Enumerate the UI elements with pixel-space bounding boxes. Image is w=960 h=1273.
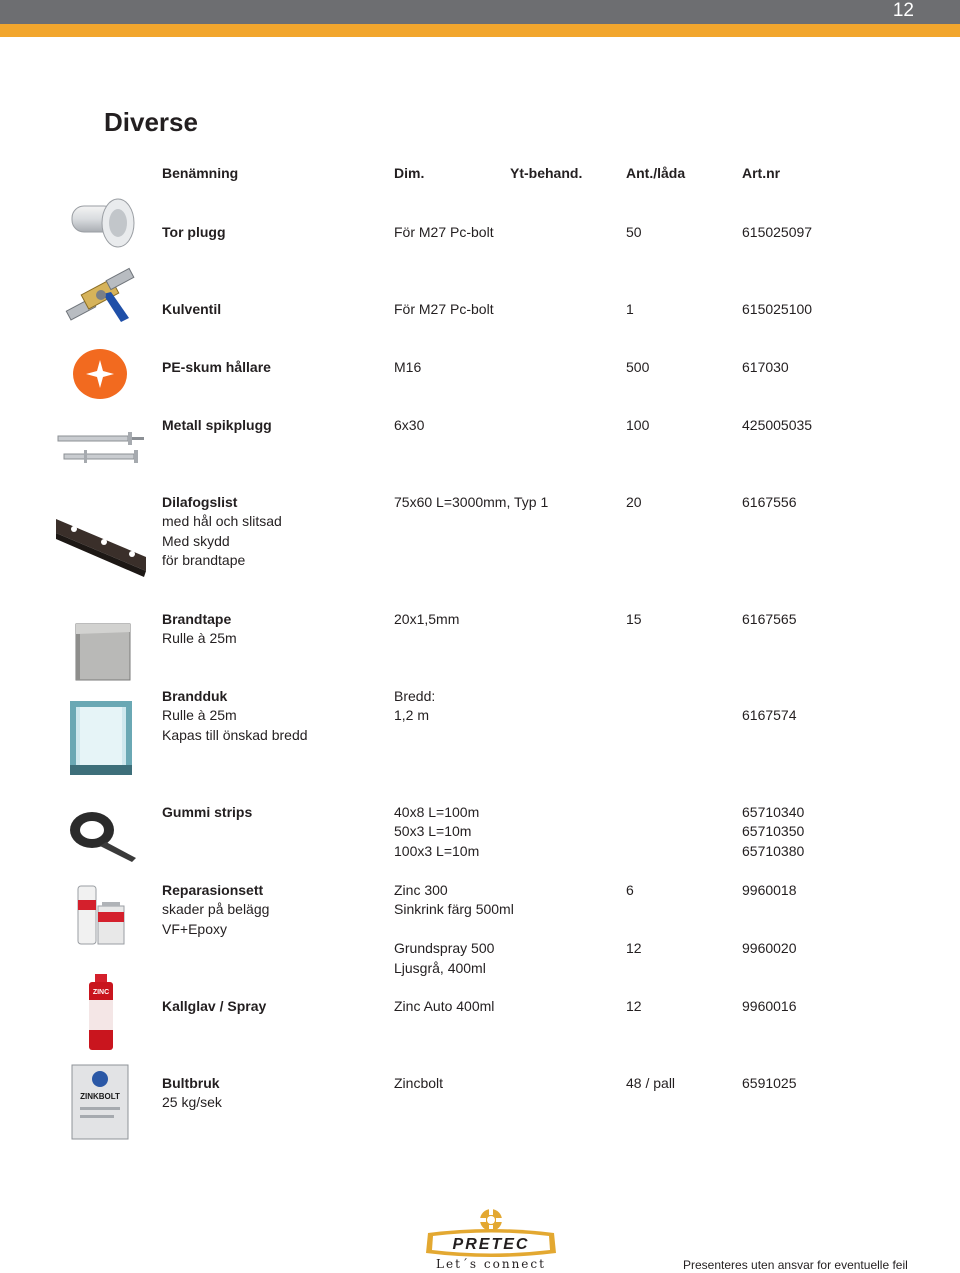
spray-label: ZINC [92, 989, 110, 996]
repair-kit-icon [76, 882, 128, 948]
page-title: Diverse [104, 107, 198, 137]
row-name: Reparasionsett skader på belägg VF+Epoxy [162, 882, 270, 937]
fire-cloth-icon [70, 701, 132, 775]
header-qty: Ant./låda [626, 165, 686, 181]
row-dim: För M27 Pc-bolt [394, 301, 494, 317]
ball-valve-icon [63, 266, 143, 330]
row-dim: Zinc Auto 400ml [394, 998, 495, 1014]
row-name: Kulventil [162, 301, 222, 317]
row-artnr: 6167574 [742, 707, 797, 724]
row-name: Kallglav / Spray [162, 998, 267, 1014]
row-artnr: 617030 [742, 359, 789, 375]
row-artnr: 65710340 65710350 65710380 [742, 804, 805, 859]
row-dim: För M27 Pc-bolt [394, 224, 494, 240]
row-dim: M16 [394, 359, 422, 375]
row-dim: 6x30 [394, 417, 425, 433]
row-artnr: 615025100 [742, 301, 813, 317]
header-name: Benämning [162, 165, 239, 181]
row-dim: 20x1,5mm [394, 611, 460, 627]
row-qty: 48 / pall [626, 1075, 676, 1091]
joint-strip-icon [54, 513, 148, 579]
row-qty: 100 [626, 417, 650, 433]
pipe-plug-icon [66, 196, 140, 252]
row-name: Metall spikplugg [162, 417, 272, 433]
top-accent-bar [0, 24, 960, 37]
row-qty: 500 [626, 359, 650, 375]
row-qty: 15 [626, 611, 642, 627]
header-dim: Dim. [394, 165, 425, 181]
header-artnr: Art.nr [742, 165, 781, 181]
row-qty: 20 [626, 494, 642, 510]
row-dim: 40x8 L=100m 50x3 L=10m 100x3 L=10m [394, 804, 480, 859]
rubber-strip-icon [66, 802, 138, 864]
row-dim: Zincbolt [394, 1075, 444, 1091]
cement-bag-icon [70, 1063, 130, 1141]
row-name: PE-skum hållare [162, 359, 271, 375]
top-bar [0, 0, 960, 24]
row-qty: 1 [626, 301, 634, 317]
logo-slogan: Let´s connect [436, 1257, 546, 1271]
row-name: Gummi strips [162, 804, 253, 820]
row-dim: Zinc 300 Sinkrink färg 500ml Grundspray 500 Ljusgrå, 400ml [394, 882, 514, 976]
row-artnr: 6591025 [742, 1075, 797, 1091]
row-name: Brandduk Rulle à 25m Kapas till önskad bredd [162, 688, 308, 743]
row-artnr: 425005035 [742, 417, 813, 433]
row-name: Brandtape Rulle à 25m [162, 611, 237, 647]
row-name: Bultbruk 25 kg/sek [162, 1075, 222, 1111]
row-dim: Bredd: 1,2 m [394, 688, 436, 724]
row-artnr: 6167565 [742, 611, 797, 627]
page-number: 12 [892, 0, 914, 21]
row-artnr: 615025097 [742, 224, 813, 240]
fire-tape-icon [72, 622, 132, 682]
row-artnr: 9960016 [742, 998, 797, 1014]
bag-label: ZINKBOLT [80, 1092, 120, 1101]
row-name: Dilafogslist med hål och slitsad Med skydd för brandtape [162, 494, 282, 569]
header-surface: Yt-behand. [510, 165, 583, 181]
row-qty: 12 [626, 998, 642, 1014]
zinc-spray-icon [86, 974, 116, 1052]
row-artnr: 9960018 9960020 [742, 882, 797, 957]
row-dim: 75x60 L=3000mm, Typ 1 [394, 494, 549, 510]
row-qty: 50 [626, 224, 642, 240]
row-name: Tor plugg [162, 224, 226, 240]
row-artnr: 6167556 [742, 494, 797, 510]
row-qty: 6 12 [626, 882, 642, 957]
footer-disclaimer: Presenteres uten ansvar for eventuelle feil [683, 1258, 908, 1272]
foam-holder-icon [72, 348, 128, 400]
logo-brand: PRETEC [452, 1236, 530, 1253]
nail-plug-icon [54, 428, 148, 468]
